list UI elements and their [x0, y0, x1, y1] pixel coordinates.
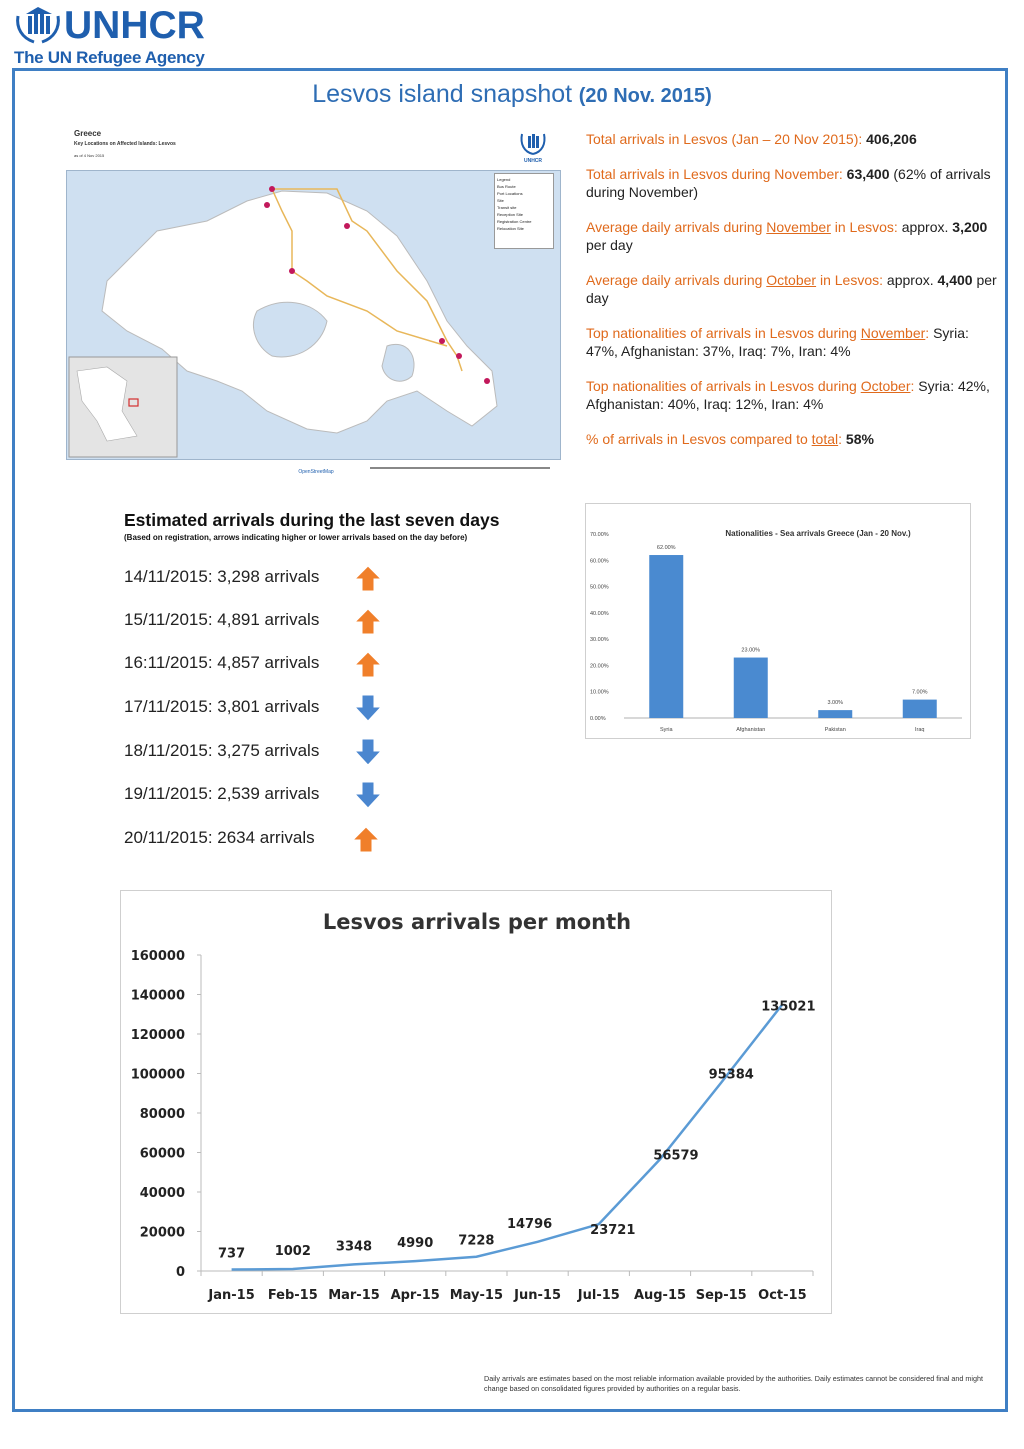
line-ytick-label: 20000 [139, 1225, 185, 1241]
bar [734, 658, 768, 718]
line-data-label: 135021 [761, 999, 816, 1015]
arrow-down-icon [354, 781, 382, 809]
fact-total-arrivals: Total arrivals in Lesvos (Jan – 20 Nov 2015): 406,206 [586, 131, 917, 147]
arrival-day-row [124, 824, 315, 852]
title-date: (20 Nov. 2015) [578, 85, 712, 107]
legend-item: Registration Centre [497, 219, 532, 224]
map-country: Greece [74, 129, 102, 138]
arrival-day-row [124, 563, 319, 591]
line-category-label: Jul-15 [577, 1288, 620, 1303]
arrival-day-row [124, 606, 319, 634]
fact-nationalities-october: Top nationalities of arrivals in Lesvos during October: Syria: 42%, Afghanistan: 40%, Iraq: 12%, Iran: 4% [586, 378, 990, 412]
legend-item: Bus Route [497, 184, 516, 189]
legend-title: Legend [497, 177, 511, 182]
bar-data-label: 3.00% [827, 700, 844, 707]
arrival-day-row [124, 693, 319, 721]
arrival-day-text: 20/11/2015: 2634 arrivals [124, 828, 315, 847]
unhcr-small-icon [518, 130, 548, 164]
line-data-label: 737 [218, 1246, 246, 1262]
line-category-label: Oct-15 [758, 1288, 807, 1303]
bar-data-label: 62.00% [656, 545, 676, 552]
bar-category-label: Pakistan [824, 727, 846, 733]
arrival-day-text: 17/11/2015: 3,801 arrivals [124, 697, 320, 716]
legend-item: Site [497, 198, 504, 203]
org-tagline: The UN Refugee Agency [14, 48, 205, 67]
map-scale-bar [70, 461, 560, 477]
legend-item: Reception Site [497, 212, 524, 217]
monthly-arrivals-line-chart [120, 890, 832, 1314]
org-name: UNHCR [64, 4, 205, 47]
line-category-label: Mar-15 [328, 1288, 380, 1303]
arrival-day-text: 15/11/2015: 4,891 arrivals [124, 610, 320, 629]
fact-daily-november: Average daily arrivals during November in Lesvos: approx. 3,200 per day [586, 219, 988, 253]
fact-november-arrivals: Total arrivals in Lesvos during November: 63,400 (62% of arrivals during November) [586, 166, 991, 200]
bar-ytick-label: 20.00% [590, 663, 609, 670]
map-date: as of 4 Nov 2015 [74, 153, 105, 158]
bar [903, 700, 937, 718]
line-category-label: Apr-15 [390, 1288, 440, 1303]
line-ytick-label: 120000 [130, 1028, 185, 1043]
osm-logo-text: OpenStreetMap [298, 469, 334, 475]
line-category-label: Aug-15 [633, 1288, 687, 1303]
legend-item: Relocation Site [497, 226, 524, 231]
line-chart-title: Lesvos arrivals per month [322, 910, 632, 934]
line-data-label: 23721 [590, 1223, 636, 1239]
map-footer [70, 461, 560, 477]
bar-ytick-label: 50.00% [590, 584, 609, 591]
line-ytick-label: 60000 [139, 1146, 185, 1162]
footnote: Daily arrivals are estimates based on the most reliable information available provided by the authorities. Daily estimates cannot be considered final and might change based on consolidated figures provided by authorities on a regular basis. [484, 1374, 983, 1393]
line-category-label: Feb-15 [267, 1288, 318, 1303]
line-data-label: 3348 [335, 1239, 373, 1255]
arrival-day-text: 16:11/2015: 4,857 arrivals [124, 653, 320, 672]
bar-category-label: Syria [659, 727, 673, 733]
bar-chart-title: Nationalities - Sea arrivals Greece (Jan - 20 Nov.) [725, 529, 911, 538]
map-unhcr-logo [518, 130, 548, 164]
line-ytick-label: 160000 [130, 949, 185, 964]
line-ytick-label: 100000 [130, 1067, 185, 1083]
unhcr-logo [12, 6, 242, 66]
arrow-up-icon [354, 607, 382, 635]
map-legend [494, 173, 554, 249]
line-data-label: 95384 [708, 1067, 754, 1083]
line-data-label: 1002 [274, 1244, 311, 1260]
bar-category-label: Iraq [915, 727, 925, 733]
arrival-day-text: 19/11/2015: 2,539 arrivals [124, 784, 320, 803]
line-category-label: Sep-15 [695, 1288, 747, 1303]
arrival-day-row [124, 780, 319, 808]
unhcr-emblem-icon [12, 6, 64, 48]
arrow-up-icon [354, 564, 382, 592]
fact-nationalities-november: Top nationalities of arrivals in Lesvos during November: Syria: 47%, Afghanistan: 37%, Iraq: 7%, Iran: 4% [586, 325, 969, 359]
arrival-day-text: 14/11/2015: 3,298 arrivals [124, 567, 320, 586]
line-data-label: 4990 [397, 1236, 434, 1252]
legend-item: Transit site [497, 205, 517, 210]
line-chart-svg [121, 891, 833, 1315]
arrival-day-row [124, 649, 319, 677]
title-main: Lesvos island snapshot [312, 80, 573, 108]
line-data-label: 7228 [458, 1233, 495, 1249]
page-title [0, 80, 1024, 109]
arrow-up-icon [354, 650, 382, 678]
facts-panel [586, 130, 1002, 465]
bar-data-label: 7.00% [911, 689, 928, 696]
bar [649, 555, 683, 718]
arrivals-subtitle: (Based on registration, arrows indicating higher or lower arrivals based on the day before) [124, 533, 468, 542]
line-data-label: 56579 [653, 1148, 699, 1164]
line-ytick-label: 140000 [130, 988, 185, 1004]
arrow-up-icon [352, 825, 380, 853]
bar-ytick-label: 40.00% [590, 610, 609, 617]
line-category-label: May-15 [449, 1288, 504, 1303]
bar-ytick-label: 10.00% [590, 689, 609, 696]
bar-ytick-label: 70.00% [590, 532, 609, 538]
fact-percent-total: % of arrivals in Lesvos compared to total: 58% [586, 431, 874, 447]
line-category-label: Jun-15 [514, 1288, 562, 1303]
bar-category-label: Afghanistan [736, 727, 766, 733]
line-ytick-label: 0 [175, 1265, 185, 1280]
legend-item: Port Locations [497, 191, 523, 196]
line-ytick-label: 40000 [139, 1186, 185, 1201]
bar [818, 710, 852, 718]
bar-data-label: 23.00% [741, 647, 761, 654]
island-map-graphic [67, 171, 561, 460]
line-data-label: 14796 [506, 1216, 553, 1232]
bar-chart-svg [586, 504, 972, 740]
arrow-down-icon [354, 694, 382, 722]
lesvos-map [66, 170, 561, 460]
arrow-down-icon [354, 738, 382, 766]
nationalities-bar-chart [585, 503, 971, 739]
fact-daily-october: Average daily arrivals during October in Lesvos: approx. 4,400 per day [586, 272, 997, 306]
line-category-label: Jan-15 [208, 1288, 255, 1303]
bar-ytick-label: 30.00% [590, 637, 609, 644]
line-ytick-label: 80000 [139, 1107, 185, 1122]
arrival-day-text: 18/11/2015: 3,275 arrivals [124, 741, 320, 760]
bar-ytick-label: 60.00% [590, 558, 609, 565]
map-logo-text: UNHCR [523, 158, 543, 164]
map-subtitle: Key Locations on Affected Islands: Lesvos [74, 141, 176, 147]
map-header [74, 128, 176, 161]
bar-ytick-label: 0.00% [590, 716, 606, 722]
arrival-day-row [124, 737, 319, 765]
arrivals-title: Estimated arrivals during the last seven days [124, 510, 500, 530]
